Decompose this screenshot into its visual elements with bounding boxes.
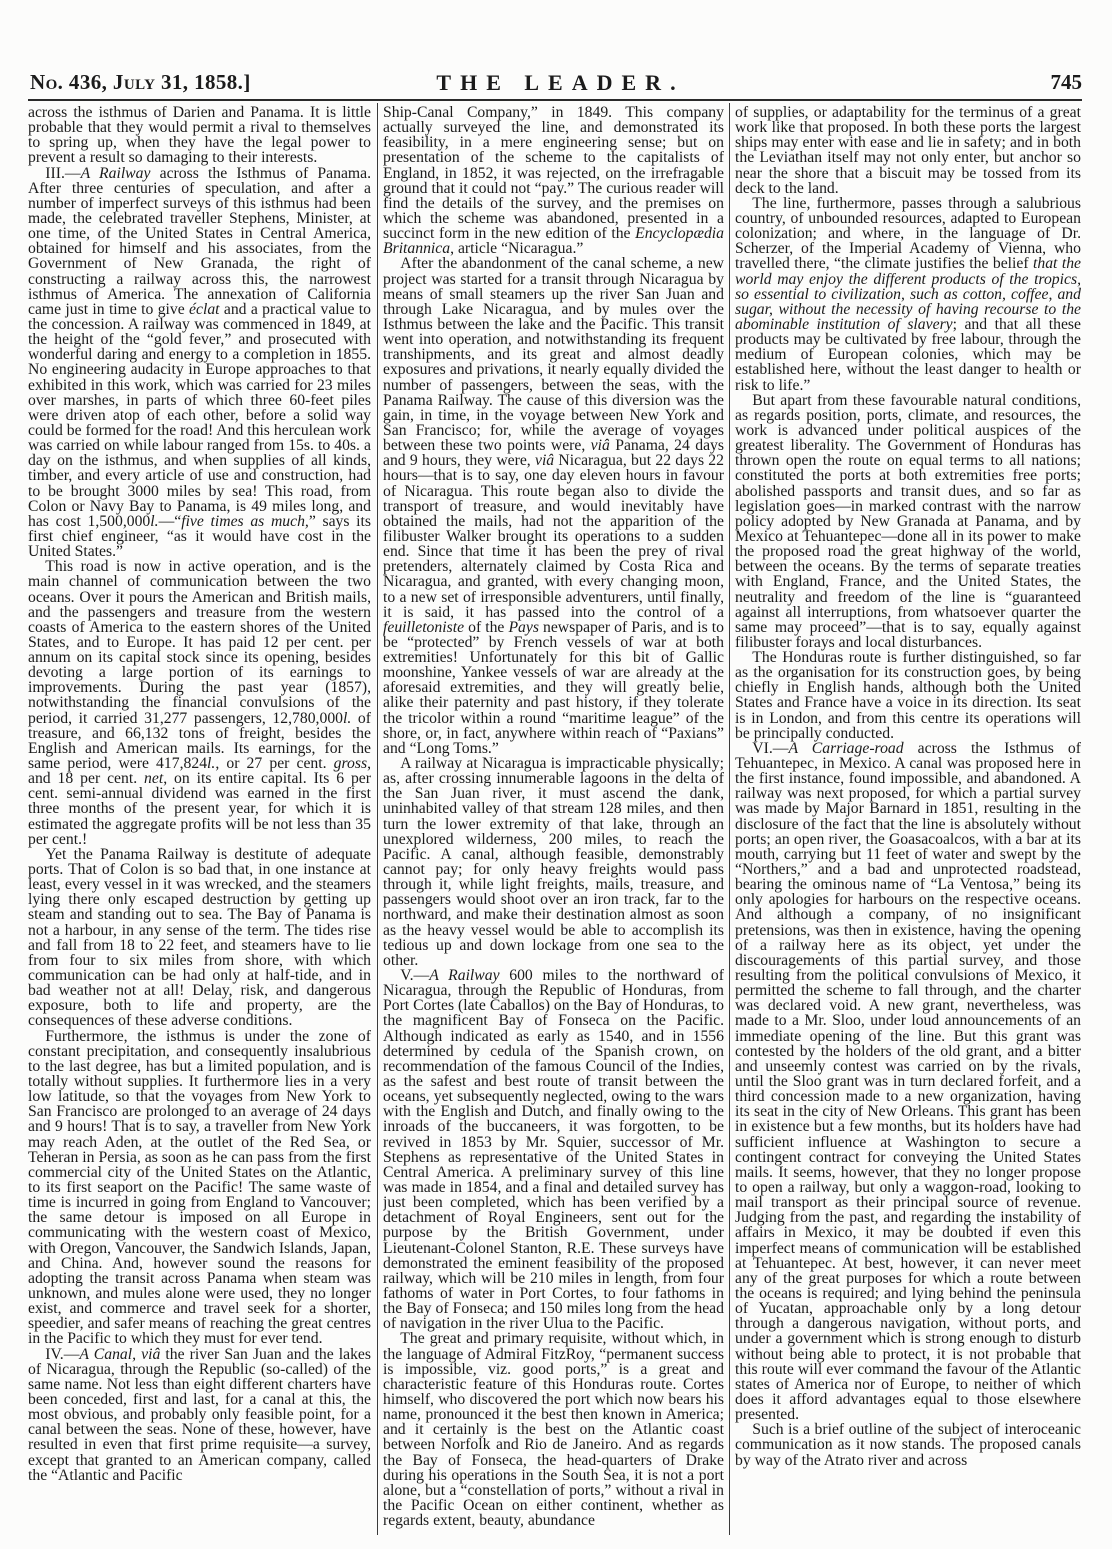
text-run: IV.— [45, 1345, 80, 1363]
italic-text-run: A Railway [80, 164, 151, 182]
italic-text-run: éclat [189, 300, 220, 318]
italic-text-run: viâ [534, 452, 555, 470]
italic-text-run: A Canal, viâ [79, 1345, 161, 1363]
italic-text-run: that the world may enjoy the different products of the tropics, so essential to civilization, such as cotton, coffee, and sugar, without the necessity of having recourse to the abominable institution of slavery [735, 255, 1081, 333]
text-run: ” says its first chief engineer, “as it would have cost in the United States.” [28, 512, 371, 561]
text-run: Nicaragua, but 22 days 22 hours—that is to say, one day eleven hours in favour of Nicaragua. This route began also to divide the transport of treasure, and would inevitably have obtained the mails, had not the apparition of the filibuster Walker brought its operations to a sudden end. Since that time it has been the prey of rival pretenders, alternately claimed by Costa Rica and Nicaragua, and granted, with every changing moon, to a new set of irresponsible adventurers, until finally, it is said, it has passed into the control of a [383, 452, 724, 621]
text-run: , on its entire capital. Its 6 per cent. semi-annual dividend was earned in the first three months of the present year, for which it is estimated the aggregate profits will be not less than 35 per cent.! [28, 770, 371, 848]
paragraph [383, 968, 724, 1331]
text-run: Panama, 24 days and 9 hours, they were, [383, 437, 724, 470]
paragraph [28, 105, 371, 166]
italic-text-run: viâ [590, 437, 610, 455]
paragraph [383, 256, 724, 756]
italic-text-run: five times as much, [181, 512, 309, 530]
text-run: across the Isthmus of Panama. After three centuries of speculation, and after a number of imperfect surveys of this isthmus had been made, the celebrated traveller Stephens, Minister, at one time, of the United States in Central America, obtained for himself and his associates, from the Government of New Granada, the right of constructing a railway across this, the narrowest isthmus of America. The annexation of California came just in time to give [28, 164, 371, 318]
paragraph [383, 1331, 724, 1528]
italic-text-run: net [144, 770, 164, 788]
page-number: 745 [1050, 70, 1082, 94]
italic-text-run: l. [150, 512, 159, 530]
paragraph [735, 650, 1081, 741]
text-run: of supplies, or adaptability for the terminus of a great work like that proposed. In both these ports the largest ships may enter with ease and lie in safety; and in both the Leviathan itself may not only enter, but anchor so near the shore that a biscuit may be tossed from its deck to the land. [735, 105, 1081, 197]
paragraph [28, 847, 371, 1029]
text-run: of the [464, 618, 509, 636]
text-run: of treasure, and 66,132 tons of freight, besides the English and American mails. Its earnings, for the same period, were 417,824 [28, 709, 371, 773]
text-run: V.— [400, 967, 430, 985]
issue-date-line: No. 436, July 31, 1858.] [30, 70, 251, 94]
header-rule [28, 99, 1082, 101]
text-run: , article “Nicaragua.” [450, 240, 584, 258]
column-rule-2 [729, 103, 730, 1535]
text-run: A railway at Nicaragua is impracticable physically; as, after crossing innumerable lagoons in the delta of the San Juan river, it must ascend the dank, uninhabited valley of that stream 128 miles, and then turn the lower extremity of that lake, through an unexplored wilderness, 200 miles, to reach the Pacific. A canal, although feasible, demonstrably cannot pay; for only heavy freights would pass through it, while light freights, mails, treasure, and passengers would shoot over an iron track, far to the northward, and make their destination almost as soon as the heavy vessel would be able to accomplish its tedious up and down lockage from one sea to the other. [383, 755, 724, 969]
paragraph [735, 1422, 1081, 1467]
text-run: , or 27 per cent. [215, 755, 334, 773]
text-run: VI.— [752, 739, 789, 757]
text-run: ; and that all these products may be cultivated by free labour, through the medium of European colonies, which may be established here, without the least danger to health or risk to life.” [735, 315, 1081, 394]
italic-text-run: Encyclopædia Britannica [383, 225, 724, 258]
text-run: 600 miles to the northward of Nicaragua, through the Republic of Honduras, from Port Cortes (late Caballos) on the Bay of Honduras, to the magnificent Bay of Fonseca on the Pacific. Although indicated as early as 1540, and in 1556 determined by cedula of the Spanish crown, on recommendation of the famous Council of the Indies, as the safest and best route of transit between the oceans, yet subsequently neglected, owing to the wars with the English and Dutch, and finally owing to the inroads of the buccaneers, it was forgotten, to be revived in 1853 by Mr. Squier, successor of Mr. Stephens as representative of the United States in Central America. A preliminary survey of this line was made in 1854, and a final and detailed survey has just been completed, which has been verified by a detachment of Royal Engineers, sent out for the purpose by the British Government, under Lieutenant-Colonel Stanton, R.E. These surveys have demonstrated the eminent feasibility of the proposed railway, which will be 210 miles in length, from four fathoms of water in Port Cortes, to four fathoms in the Bay of Fonseca; and 150 miles long from the head of navigation in the river Ulua to the Pacific. [383, 967, 724, 1333]
text-run: the river San Juan and the lakes of Nicaragua, through the Republic (so-called) of the same name. Not less than eight different charters have been conceded, first and last, for a canal at this, the most obvious, and probably only feasible point, for a canal between the seas. None of these, however, have resulted in even that first prime requisite—a survey, except that granted to an American company, called the “Atlantic and Pacific [28, 1345, 371, 1484]
italic-text-run: l. [343, 709, 352, 727]
paragraph [383, 105, 724, 256]
text-run: Such is a brief outline of the subject of interoceanic communication as it now stands. The proposed canals by way of the Atrato river and across [735, 1421, 1081, 1469]
column-rule-1 [377, 103, 378, 1535]
text-run: Yet the Panama Railway is destitute of adequate ports. That of Colon is so bad that, in one instance at least, every vessel in it was wrecked, and the steamers lying there only escaped destruction by getting up steam and standing out to sea. The Bay of Panama is not a harbour, in any sense of the term. The tides rise and fall from 18 to 22 feet, and steamers have to lie from four to six miles from shore, with which communication can be had only at half-tide, and in bad weather not at all! Delay, risk, and dangerous exposure, both to life and property, are the consequences of these adverse conditions. [28, 845, 371, 1030]
paragraph [735, 393, 1081, 650]
italic-text-run: feuilletoniste [383, 618, 465, 636]
paragraph [735, 741, 1081, 1422]
paragraph [28, 559, 371, 847]
paragraph [383, 756, 724, 968]
column-2 [383, 105, 724, 1535]
column-3 [735, 105, 1081, 1535]
text-run: —“ [158, 512, 182, 530]
newspaper-title: THE LEADER. [436, 70, 685, 95]
text-run: and a practical value to the concession. A railway was commenced in 1849, at the height of the “gold fever,” and prosecuted with wonderful daring and energy to a completion in 1855. No engineering audacity in Europe approaches to that exhibited in this work, which was carried for 23 miles over marshes, in parts of which three 60-feet piles were driven atop of each other, before a solid way could be formed for the road! And this herculean work was carried on while labour ranged from 15s. to 40s. a day on the isthmus, and when supplies of all kinds, timber, and every article of use and construction, had to be brought 3000 miles by sea! This road, from Colon or Navy Bay to Panama, is 49 miles long, and has cost 1,500,000 [28, 300, 371, 530]
text-run: The line, furthermore, passes through a salubrious country, of unbounded resources, adapted to European colonization; and where, in the language of Dr. Scherzer, of the Imperial Academy of Vienna, who travelled there, “the climate justifies the belief [735, 194, 1081, 273]
text-run: But apart from these favourable natural conditions, as regards position, ports, climate, and resources, the work is advanced under political auspices of the greatest liberality. The Government of Honduras has thrown open the route on equal terms to all nations; constituted the ports at both extremities free ports; abolished passports and transit dues, and so far as legislation goes—in marked contrast with the narrow policy adopted by New Granada at Panama, and by Mexico at Tehuantepec—done all in its power to make the proposed road the great highway of the world, between the oceans. By the terms of separate treaties with England, France, and the United States, the neutrality and freedom of the line is “guaranteed against all interruptions, from whatsoever quarter the same may proceed”—that is to say, equally against filibuster forays and local disturbances. [735, 391, 1081, 651]
masthead [0, 70, 1112, 98]
text-run: After the abandonment of the canal scheme, a new project was started for a transit through Nicaragua by means of small steamers up the river San Juan and through Lake Nicaragua, and by mules over the Isthmus between the lake and the Pacific. This transit went into operation, and notwithstanding its frequent transhipments, and its great and almost deadly exposures and privations, it nearly equally divided the number of passengers, between the seas, with the Panama Railway. The cause of this diversion was the gain, in time, in the voyage between New York and San Francisco; for, while the average of voyages between these two points were, [383, 255, 724, 455]
text-run: newspaper of Paris, and is to be “protected” by French vessels of war at both extremities! Unfortunately for this bit of Gallic moonshine, Yankee vessels of war are already at the aforesaid extremities, and they will greatly belie, alike their paternity and past history, if they tolerate the tricolor within a round “maritime league” of the shore, or, in fact, anywhere within reach of “Paxians” and “Long Toms.” [383, 618, 724, 757]
italic-text-run: A Railway [429, 967, 500, 985]
text-run: The Honduras route is further distinguished, so far as the organisation for its construction goes, by being chiefly in English hands, although both the United States and France have a voice in its direction. Its seat is in London, and from this centre its operations will be principally conducted. [735, 649, 1081, 742]
paragraph [735, 105, 1081, 196]
text-run: III.— [45, 164, 81, 182]
text-run: The great and primary requisite, without which, in the language of Admiral FitzRoy, “permanent success is impossible, viz. good ports,” is a great and characteristic feature of this Honduras route. Cortes himself, who discovered the port which now bears his name, pronounced it the best then known in America; and it certainly is the best on the Atlantic coast between Norfolk and Rio de Janeiro. And as regards the Bay of Fonseca, the head-quarters of Drake during his operations in the South Sea, it is not a port alone, but a “constellation of ports,” without a rival in the Pacific Ocean on either continent, whether as regards extent, beauty, abundance [383, 1330, 724, 1530]
paragraph [735, 196, 1081, 393]
text-run: , and 18 per cent. [28, 755, 371, 788]
italic-text-run: Pays [508, 618, 539, 636]
column-1 [28, 105, 371, 1535]
paragraph [28, 1347, 371, 1483]
text-run: This road is now in active operation, and is the main channel of communication between the two oceans. Over it pours the American and British mails, and the passengers and treasure from the western coasts of America to the eastern shores of the United States, and to Europe. It has paid 12 per cent. per annum on its capital stock since its opening, besides devoting a large portion of its earnings to improvements. During the past year (1857), notwithstanding the financial convulsions of the period, it carried 31,277 passengers, 12,780,000 [28, 558, 371, 727]
italic-text-run: gross [333, 755, 368, 773]
text-run: Furthermore, the isthmus is under the zone of constant precipitation, and consequently insalubrious to the last degree, has but a limited population, and is totally without supplies. It furthermore lies in a very low latitude, so that the voyages from New York to San Francisco are prolonged to an average of 24 days and 9 hours! That is to say, a traveller from New York may reach Aden, at the outlet of the Red Sea, or Teheran in Persia, as soon as he can pass from the first commercial city of the United States on the Atlantic, to its first seaport on the Pacific! The same waste of time is incurred in going from England to Vancouver; the same detour is imposed on all Europe in communicating with the western coast of Mexico, with Oregon, Vancouver, the Sandwich Islands, Japan, and China. And, however sound the reasons for adopting the transit across Panama when steam was unknown, and mules alone were used, they no longer exist, and commerce and travel seek for a shorter, speedier, and safer means of reaching the great centres in the Pacific to which they must for ever tend. [28, 1027, 371, 1348]
italic-text-run: A Carriage-road [788, 739, 904, 757]
paragraph [28, 1029, 371, 1347]
text-run: Ship-Canal Company,” in 1849. This company actually surveyed the line, and demonstrated its feasibility, in a mere engineering sense; but on presentation of the scheme to the capitalists of England, in 1852, it was rejected, on the irrefragable ground that it could not “pay.” The curious reader will find the details of the survey, and the premises on which the scheme was abandoned, presented in a succinct form in the new edition of the [383, 105, 724, 243]
text-run: across the Isthmus of Tehuantepec, in Mexico. A canal was proposed here in the first instance, found impossible, and abandoned. A railway was next proposed, for which a partial survey was made by Major Barnard in 1851, resulting in the disclosure of the fact that the line is absolutely without ports; an open river, the Goasacoalcos, with a bar at its mouth, carrying but 11 feet of water and swept by the “Northers,” and a bad and unprotected roadstead, bearing the ominous name of “La Ventosa,” being its only apologies for harbours on the respective oceans. And although a company, of no insignificant pretensions, was then in existence, having the opening of a railway here as its object, yet under the discouragements of this partial survey, and those resulting from the political convulsions of Mexico, it permitted the scheme to fall through, and the charter was declared void. A new grant, nevertheless, was made to a Mr. Sloo, under loud announcements of an immediate opening of the line. But this grant was contested by the holders of the old grant, and a bitter and unseemly contest was carried on by the rivals, until the Sloo grant was in turn declared forfeit, and a third concession made to a new organization, having its seat in the city of New Orleans. This grant has been in existence but a few months, but its holders have had sufficient influence at Washington to secure a contingent contract for conveying the United States mails. It seems, however, that they no longer propose to open a railway, but only a waggon-road, looking to mail transport as their principal source of revenue. Judging from the past, and regarding the instability of affairs in Mexico, it may be doubted if even this imperfect means of communication will be established at Tehuantepec. At best, however, it can never meet any of the great purposes for which a route between the oceans is required; and lying behind the peninsula of Yucatan, approachable only by a long detour through a dangerous navigation, without ports, and under a government which is strong enough to disturb without being able to protect, it is not probable that this route will ever command the favour of the Atlantic states of America nor of Europe, to neither of which does it afford advantages equal to those elsewhere presented. [735, 739, 1081, 1424]
paragraph [28, 166, 371, 560]
italic-text-run: l. [207, 755, 216, 773]
text-run: across the isthmus of Darien and Panama. It is little probable that they would permit a rival to themselves to spring up, when they have the legal power to prevent a result so damaging to their interests. [28, 105, 371, 167]
